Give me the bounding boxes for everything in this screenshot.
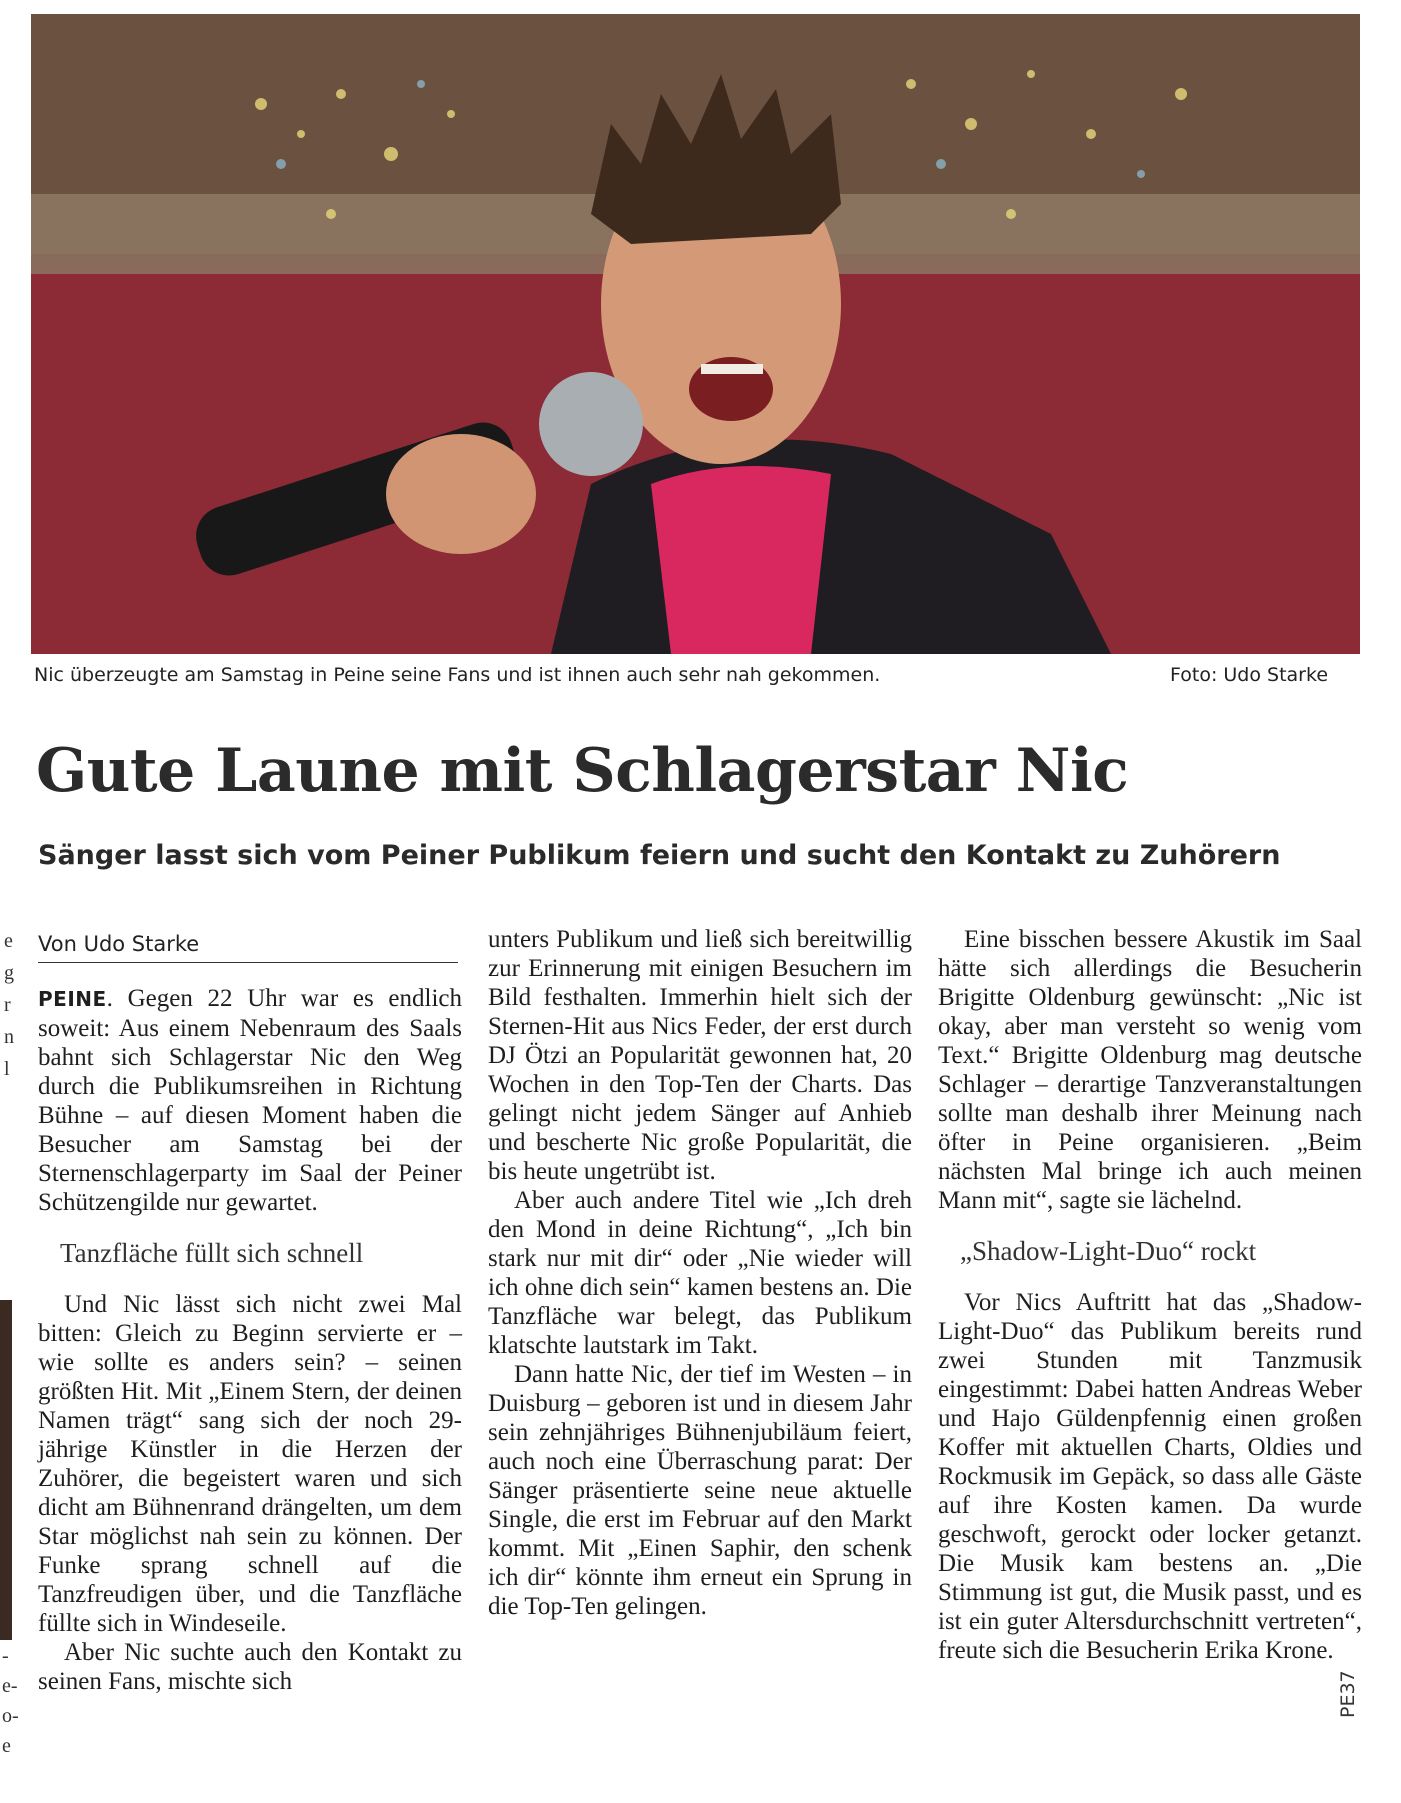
margin-fragment: r: [4, 994, 11, 1016]
margin-fragment: e-: [2, 1675, 18, 1697]
paragraph: unters Publikum und ließ sich bereitwillig zur Erinnerung mit einigen Besuchern im Bild festhalten. Immerhin hielt sich der Sternen-Hit aus Nics Feder, der erst durch DJ Ötzi an Popularität gewonnen hat, 20 Wochen in den Top-Ten der Charts. Das gelingt nicht jedem Sänger auf Anhieb und bescherte Nic große Popularität, die bis heute ungetrübt ist.: [488, 926, 912, 1185]
byline: Von Udo Starke: [38, 932, 458, 963]
paragraph: Eine bisschen bessere Akustik im Saal hätte sich allerdings die Besucherin Brigitte Oldenburg gewünscht: „Nic ist okay, aber man versteht so wenig vom Text.“ Brigitte Oldenburg mag deutsche Schlager – derartige Tanzveranstaltungen sollte man deshalb ihrer Meinung nach öfter in Peine organisieren. „Beim nächsten Mal bringe ich auch meinen Mann mit“, sagte sie lächelnd.: [938, 926, 1362, 1214]
section-heading: „Shadow-Light-Duo“ rockt: [960, 1236, 1257, 1266]
article-photo: [31, 14, 1360, 654]
article-column-3: [938, 925, 1362, 1665]
margin-fragment: e: [4, 930, 13, 952]
paragraph: Vor Nics Auftritt hat das „Shadow-Light-Duo“ das Publikum bereits rund zwei Stunden mit Tanzmusik eingestimmt: Dabei hatten Andreas Weber und Hajo Güldenpfennig einen großen Koffer mit aktuellen Charts, Oldies und Rockmusik im Gepäck, so dass alle Gäste auf ihre Kosten kamen. Da wurde geschwoft, gerockt oder locker getanzt. Die Musik kam bestens an. „Die Stimmung ist gut, die Musik passt, und es ist ein guter Altersdurchschnitt vertreten“, freute sich die Besucherin Erika Krone.: [938, 1289, 1362, 1664]
margin-fragment: n: [4, 1026, 14, 1048]
photo-caption: Nic überzeugte am Samstag in Peine seine Fans und ist ihnen auch sehr nah gekommen.: [34, 664, 881, 686]
headline: Gute Laune mit Schlagerstar Nic: [36, 736, 1129, 806]
margin-fragment: l: [4, 1058, 10, 1080]
margin-fragment: o-: [2, 1705, 19, 1727]
margin-fragment: e: [2, 1735, 11, 1757]
margin-fragment: -: [2, 1645, 9, 1667]
singer-photo-illustration: [31, 14, 1360, 654]
article-column-1: [38, 984, 462, 1696]
paragraph: Und Nic lässt sich nicht zwei Mal bitten: Gleich zu Beginn servierte er – wie sollte es anders sein? – seinen größten Hit. Mit „Einem Stern, der deinen Namen trägt“ sang sich der noch 29-jährige Künstler in die Herzen der Zuhörer, die begeistert waren und sich dicht am Bühnenrand drängelten, um dem Star möglichst nah sein zu können. Der Funke sprang schnell auf die Tanzfreudigen über, und die Tanzfläche füllte sich in Windeseile.: [38, 1291, 462, 1637]
subheadline: Sänger lasst sich vom Peiner Publikum feiern und sucht den Kontakt zu Zuhörern: [38, 840, 1281, 871]
dateline: PEINE: [38, 987, 107, 1011]
margin-fragment: g: [4, 962, 14, 984]
paragraph: Aber auch andere Titel wie „Ich dreh den Mond in deine Richtung“, „Ich bin stark nur mit dir“ oder „Nie wieder will ich ohne dich sein“ kamen bestens an. Die Tanzfläche war belegt, das Publikum klatschte lautstark im Takt.: [488, 1187, 912, 1359]
page-mark: PE37: [1337, 1670, 1359, 1718]
paragraph: Aber Nic suchte auch den Kontakt zu seinen Fans, mischte sich: [38, 1639, 462, 1695]
paragraph: Dann hatte Nic, der tief im Westen – in Duisburg – geboren ist und in diesem Jahr sein zehnjähriges Bühnenjubiläum feiert, auch noch eine Überraschung parat: Der Sänger präsentierte seine neue aktuelle Single, die erst im Februar auf den Markt kommt. Mit „Einen Saphir, den schenk ich dir“ könnte ihm erneut ein Sprung in die Top-Ten gelingen.: [488, 1361, 912, 1620]
article-column-2: [488, 925, 912, 1621]
section-heading: Tanzfläche füllt sich schnell: [60, 1238, 364, 1268]
adjacent-photo-edge: [0, 1300, 12, 1640]
paragraph: PEINE. Gegen 22 Uhr war es endlich soweit: Aus einem Nebenraum des Saals bahnt sich Schlagerstar Nic den Weg durch die Publikumsreihen in Richtung Bühne – auf diesen Moment haben die Besucher am Samstag bei der Sternenschlagerparty im Saal der Peiner Schützengilde nur gewartet.: [38, 985, 462, 1216]
photo-credit: Foto: Udo Starke: [1170, 664, 1329, 686]
